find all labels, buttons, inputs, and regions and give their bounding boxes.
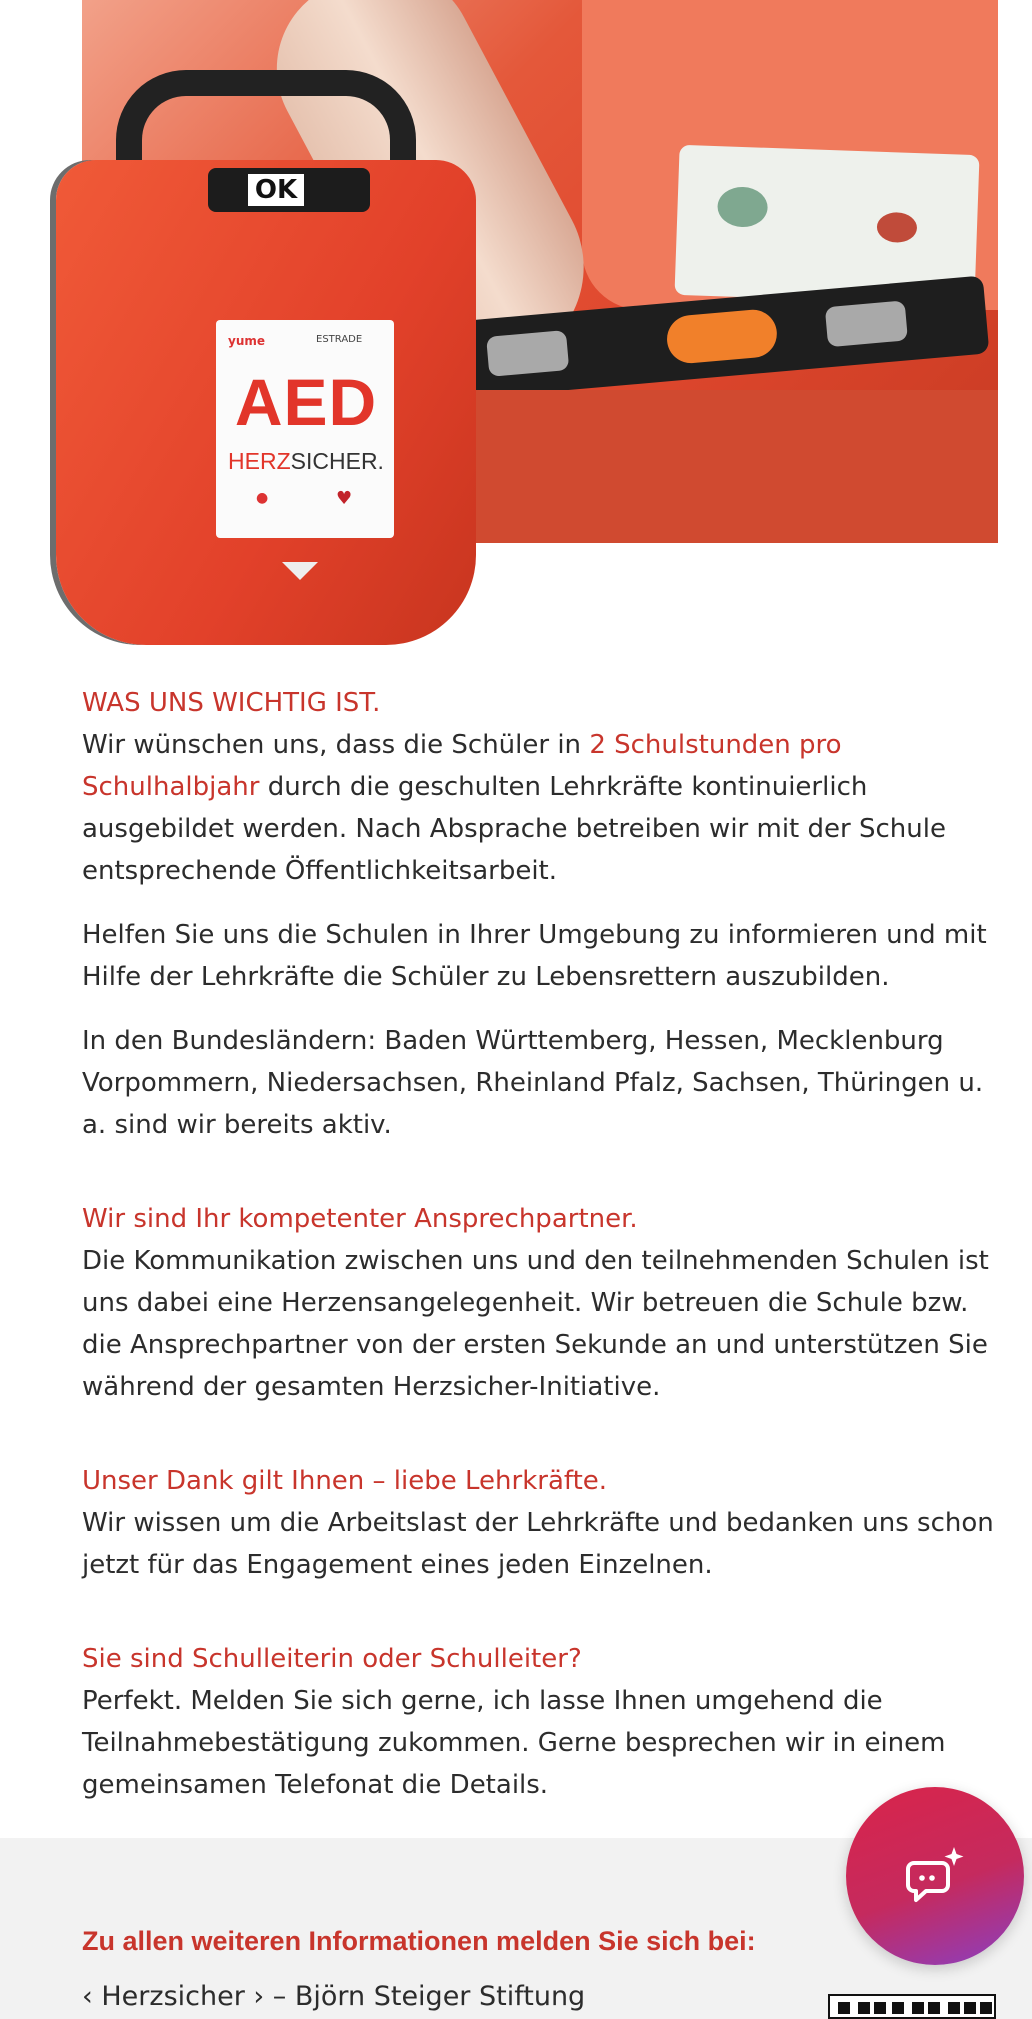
- highlight-text: 2 Schulstunden pro Schulhalbjahr: [82, 730, 842, 802]
- section-thanks: [82, 1460, 1002, 1586]
- qr-code-icon: [828, 1994, 996, 2019]
- section-heading: Unser Dank gilt Ihnen – liebe Lehrkräfte.: [82, 1466, 608, 1496]
- section-heading: WAS UNS WICHTIG IST.: [82, 688, 381, 718]
- footer-organization: ‹ Herzsicher › – Björn Steiger Stiftung: [82, 1981, 586, 2012]
- sticker-herzsicher-text: HERZSICHER.: [228, 448, 384, 474]
- section-text: Wir wissen um die Arbeitslast der Lehrkräfte und bedanken uns schon jetzt für das Engagement eines jeden Einzelnen.: [82, 1508, 994, 1580]
- section-text: In den Bundesländern: Baden Württemberg, Hessen, Mecklenburg Vorpommern, Niedersachsen, Rheinland Pfalz, Sachsen, Thüringen u. a. sind wir bereits aktiv.: [82, 1026, 984, 1140]
- section-important: [82, 682, 1002, 892]
- heart-icon: ♥: [336, 488, 353, 509]
- main-content: [82, 682, 1002, 1806]
- section-text: Perfekt. Melden Sie sich gerne, ich lasse Ihnen umgehend die Teilnahmebestätigung zukommen. Gerne besprechen wir in einem gemeinsamen Telefonat die Details.: [82, 1686, 946, 1800]
- sticker-brand-left: yume: [228, 334, 266, 348]
- section-text: Helfen Sie uns die Schulen in Ihrer Umgebung zu informieren und mit Hilfe der Lehrkräfte die Schüler zu Lebensrettern auszubilden.: [82, 920, 987, 992]
- footer-cta: Zu allen weiteren Informationen melden Sie sich bei:: [82, 1926, 756, 1956]
- device-ok-label: OK: [248, 174, 304, 206]
- section-contact-partner: [82, 1198, 1002, 1408]
- section-heading: Sie sind Schulleiterin oder Schulleiter?: [82, 1644, 582, 1674]
- section-text: Wir wünschen uns, dass die Schüler in 2 Schulstunden pro Schulhalbjahr durch die geschulten Lehrkräfte kontinuierlich ausgebildet werden. Nach Absprache betreiben wir mit der Schule entsprechende Öffentlichkeitsarbeit.: [82, 730, 946, 886]
- chat-assistant-button[interactable]: [846, 1787, 1024, 1965]
- aed-sticker: [216, 320, 394, 538]
- section-principals: [82, 1638, 1002, 1806]
- sticker-brand-right: ESTRADE: [316, 334, 363, 345]
- down-arrow-icon: [282, 562, 318, 580]
- sticker-aed-text: AED: [234, 365, 378, 439]
- hero-image: [0, 0, 1032, 650]
- section-text: Die Kommunikation zwischen uns und den teilnehmenden Schulen ist uns dabei eine Herzensangelegenheit. Wir betreuen die Schule bzw. die Ansprechpartner von der ersten Sekunde an und unterstützen Sie während der gesamten Herzsicher-Initiative.: [82, 1246, 989, 1402]
- aed-device-image: [56, 70, 476, 645]
- section-heading: Wir sind Ihr kompetenter Ansprechpartner.: [82, 1204, 638, 1234]
- sticker-dot-icon: ●: [256, 490, 269, 506]
- chat-sparkle-icon: [900, 1841, 970, 1911]
